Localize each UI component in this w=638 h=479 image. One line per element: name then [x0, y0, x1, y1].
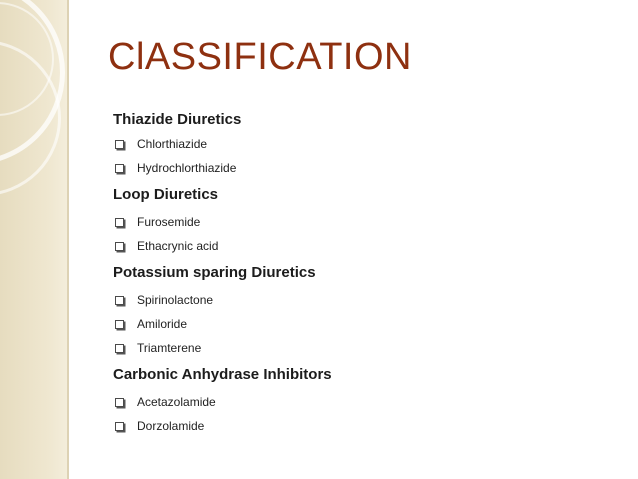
list-item-label: Ethacrynic acid: [137, 239, 219, 253]
list-item: [113, 390, 613, 414]
group-heading-carbonic-anhydrase: Carbonic Anhydrase Inhibitors: [113, 366, 332, 383]
square-bullet-icon: [115, 296, 124, 305]
square-bullet-icon: [115, 140, 124, 149]
list-item: [113, 132, 613, 156]
list-item: [113, 336, 613, 360]
list-item: [113, 156, 613, 180]
list-item-label: Furosemide: [137, 215, 201, 229]
square-bullet-icon: [115, 344, 124, 353]
square-bullet-icon: [115, 164, 124, 173]
list-item-label: Acetazolamide: [137, 395, 216, 409]
group-heading-potassium-sparing: Potassium sparing Diuretics: [113, 264, 316, 281]
list-item: [113, 288, 613, 312]
group-heading-thiazide: Thiazide Diuretics: [113, 111, 242, 128]
classification-list: [113, 108, 613, 438]
list-item-label: Spirinolactone: [137, 293, 214, 307]
list-item: [113, 210, 613, 234]
list-item-label: Triamterene: [137, 341, 202, 355]
list-item: [113, 414, 613, 438]
list-item-label: Dorzolamide: [137, 419, 205, 433]
square-bullet-icon: [115, 422, 124, 431]
group-heading-loop: Loop Diuretics: [113, 186, 219, 203]
square-bullet-icon: [115, 398, 124, 407]
list-item-label: Amiloride: [137, 317, 188, 331]
left-decorative-band: [0, 0, 69, 479]
square-bullet-icon: [115, 218, 124, 227]
list-item: [113, 234, 613, 258]
list-item-label: Chlorthiazide: [137, 137, 208, 151]
square-bullet-icon: [115, 242, 124, 251]
slide-title: ClASSIFICATION: [108, 36, 412, 78]
list-item: [113, 312, 613, 336]
square-bullet-icon: [115, 320, 124, 329]
list-item-label: Hydrochlorthiazide: [137, 161, 237, 175]
